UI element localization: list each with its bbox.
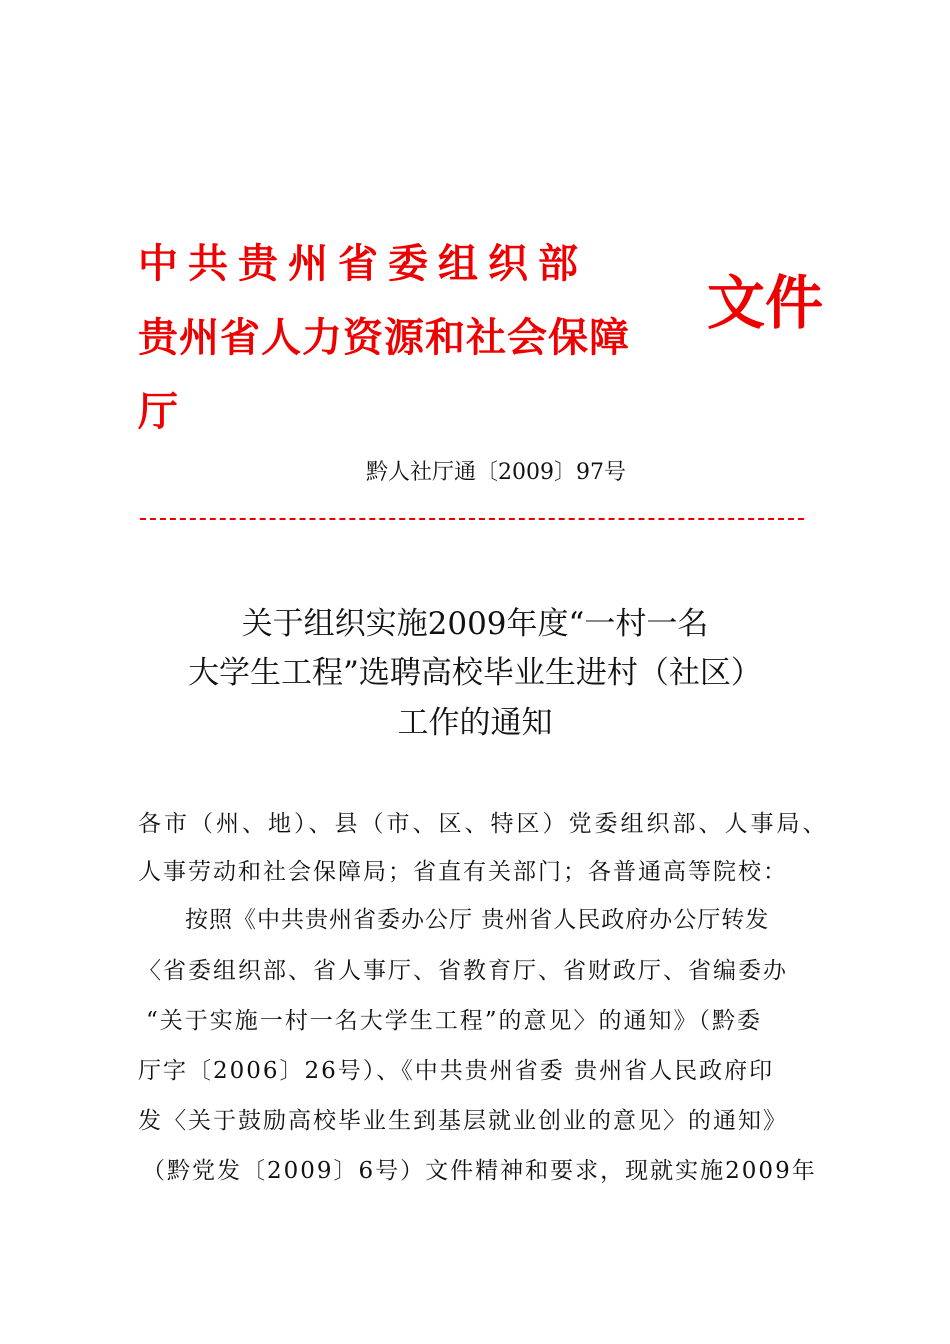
- body-line: 按照《中共贵州省委办公厅 贵州省人民政府办公厅转发: [185, 907, 770, 933]
- document-number: 黔人社厅通〔2009〕97号: [366, 460, 626, 485]
- separator-text: [140, 490, 141, 491]
- body-line: 发〈关于鼓励高校毕业生到基层就业创业的意见〉的通知》: [138, 1108, 788, 1134]
- notice-title-line-2: 大学生工程”选聘高校毕业生进村（社区）: [188, 655, 762, 691]
- document-type-label: 文件: [707, 269, 824, 337]
- body-line: 人事劳动和社会保障局；省直有关部门；各普通高等院校：: [138, 859, 788, 885]
- body-line: 厅字〔2006〕26号）、《中共贵州省委 贵州省人民政府印: [138, 1058, 775, 1084]
- issuer-line-organization-dept: 中共贵州省委组织部: [138, 241, 588, 287]
- body-line: 〈省委组织部、省人事厅、省教育厅、省财政厅、省编委办: [138, 958, 788, 984]
- notice-title-line-1: 关于组织实施2009年度“一村一名: [241, 606, 709, 642]
- issuer-line-hr-dept-suffix: 厅: [138, 389, 178, 435]
- body-line: （黔党发〔2009〕6号）文件精神和要求，现就实施2009年: [142, 1158, 817, 1184]
- notice-title-line-3: 工作的通知: [397, 705, 553, 741]
- body-line: “关于实施一村一名大学生工程”的意见〉的通知》（黔委: [146, 1008, 763, 1034]
- header-separator-rule: [140, 518, 804, 520]
- issuer-line-hr-dept: 贵州省人力资源和社会保障: [138, 315, 630, 361]
- body-line: 各市（州、地）、县（市、区、特区）党委组织部、人事局、: [138, 811, 829, 837]
